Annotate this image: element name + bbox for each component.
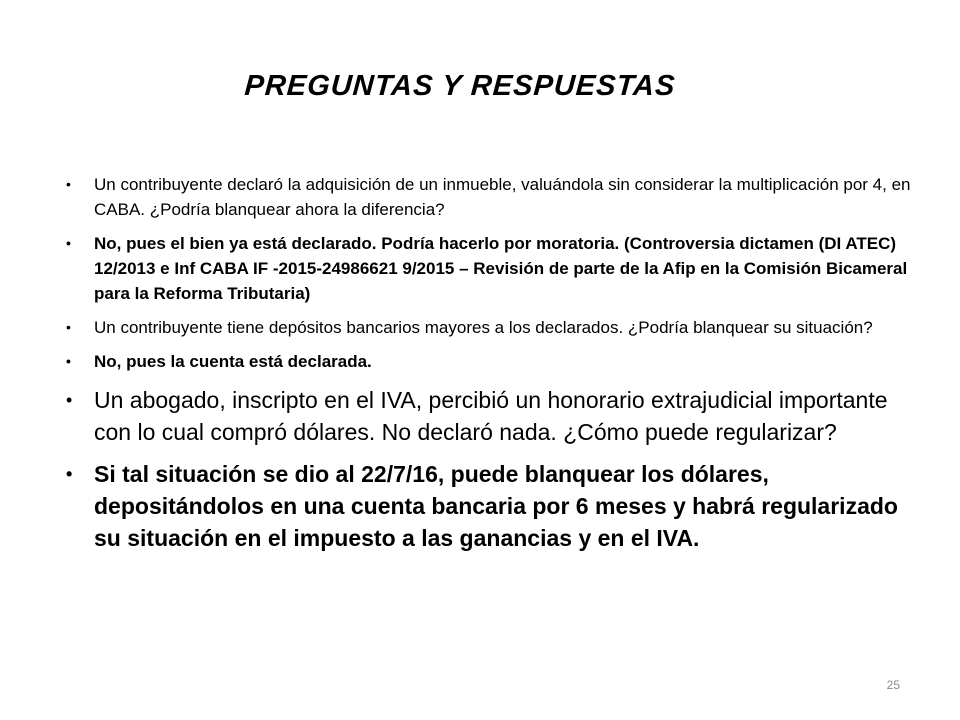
question-text: Un contribuyente tiene depósitos bancarios mayores a los declarados. ¿Podría blanquear su situación? [94, 318, 873, 337]
question-item [66, 315, 916, 340]
bullet-icon: • [66, 176, 71, 192]
answer-text: Si tal situación se dio al 22/7/16, puede blanquear los dólares, depositándolos en una cuenta bancaria por 6 meses y habrá regularizado su situación en el impuesto a las ganancias y en el IVA. [94, 461, 898, 551]
question-item [66, 172, 916, 222]
question-text: Un contribuyente declaró la adquisición de un inmueble, valuándola sin considerar la multiplicación por 4, en CABA. ¿Podría blanquear ahora la diferencia? [94, 175, 911, 219]
question-item [66, 384, 916, 448]
answer-text: No, pues la cuenta está declarada. [94, 352, 372, 371]
answer-item [66, 349, 916, 374]
answer-item [66, 458, 916, 554]
question-text: Un abogado, inscripto en el IVA, percibió un honorario extrajudicial importante con lo cual compró dólares. No declaró nada. ¿Cómo puede regularizar? [94, 387, 888, 445]
answer-text: No, pues el bien ya está declarado. Podría hacerlo por moratoria. (Controversia dictamen (DI ATEC) 12/2013 e Inf CABA IF -2015-24986621 9/2015 – Revisión de parte de la Afip en la Comisión Bicameral para la Reforma Tributaria) [94, 234, 908, 303]
bullet-icon: • [66, 235, 71, 251]
answer-item [66, 231, 916, 306]
bullet-icon: • [66, 464, 73, 484]
bullet-list [66, 172, 916, 554]
slide-title: PREGUNTAS Y RESPUESTAS [243, 70, 677, 102]
bullet-icon: • [66, 390, 73, 410]
page-number: 25 [886, 678, 900, 692]
bullet-icon: • [66, 353, 71, 369]
bullet-icon: • [66, 319, 71, 335]
slide-content [66, 172, 916, 562]
